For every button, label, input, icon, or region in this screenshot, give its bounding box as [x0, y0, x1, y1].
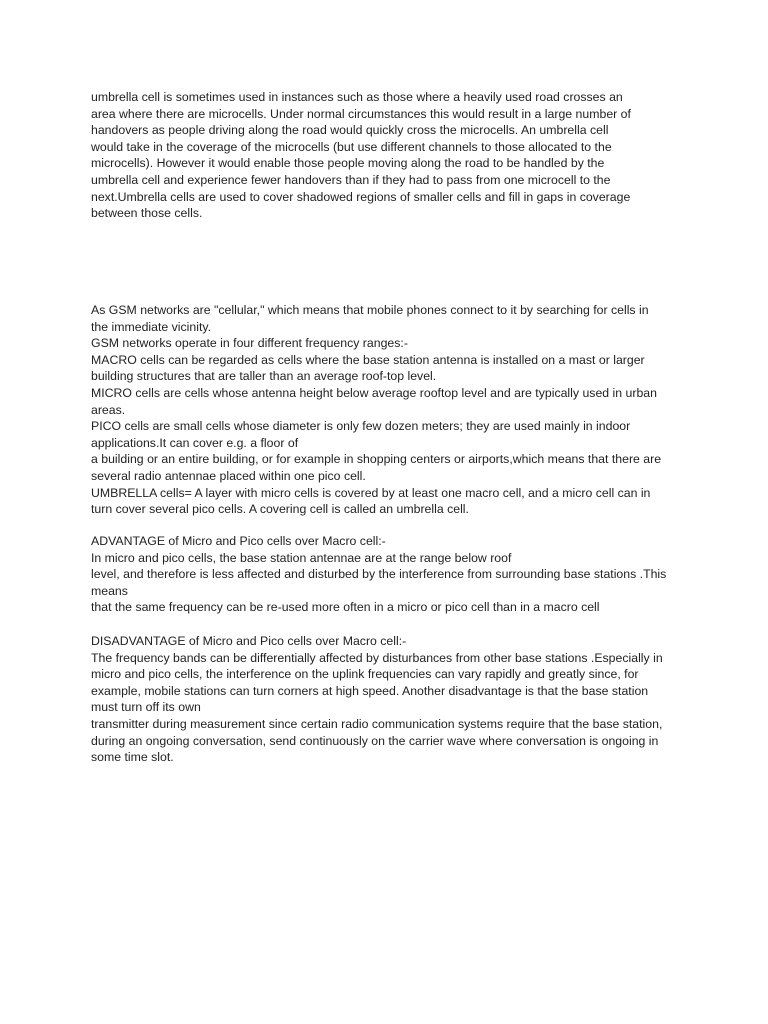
- advantage-section: [91, 533, 681, 616]
- text-line: some time slot.: [91, 750, 174, 765]
- section-heading: ADVANTAGE of Micro and Pico cells over Macro cell:-: [91, 534, 386, 548]
- text-line: would take in the coverage of the microcells (but use different channels to those allocated to the: [91, 139, 612, 154]
- text-line: example, mobile stations can turn corners at high speed. Another disadvantage is that the base station: [91, 683, 649, 698]
- text-line: umbrella cell and experience fewer handovers than if they had to pass from one microcell to the: [91, 172, 611, 187]
- text-line: transmitter during measurement since certain radio communication systems require that the base station,: [91, 716, 663, 731]
- text-line: areas.: [91, 402, 126, 417]
- gsm-cells-section: [91, 302, 681, 518]
- text-line: UMBRELLA cells= A layer with micro cells is covered by at least one macro cell, and a micro cell can in: [91, 485, 651, 500]
- text-line: PICO cells are small cells whose diameter is only few dozen meters; they are used mainly in indoor: [91, 419, 631, 434]
- disadvantage-section: [91, 633, 681, 766]
- text-line: level, and therefore is less affected and disturbed by the interference from surrounding base stations .This: [91, 567, 667, 582]
- text-line: MICRO cells are cells whose antenna height below average rooftop level and are typically used in urban: [91, 385, 657, 400]
- text-line: area where there are microcells. Under normal circumstances this would result in a large number of: [91, 106, 631, 121]
- text-line: next.Umbrella cells are used to cover shadowed regions of smaller cells and fill in gaps in coverage: [91, 189, 631, 204]
- text-line: microcells). However it would enable those people moving along the road to be handled by the: [91, 156, 605, 171]
- text-line: that the same frequency can be re-used more often in a micro or pico cell than in a macro cell: [91, 600, 600, 615]
- text-line: must turn off its own: [91, 700, 201, 715]
- text-line: GSM networks operate in four different frequency ranges:-: [91, 336, 408, 351]
- text-line: applications.It can cover e.g. a floor of: [91, 435, 299, 450]
- text-line: handovers as people driving along the road would quickly cross the microcells. An umbrella cell: [91, 123, 609, 138]
- text-line: means: [91, 583, 128, 598]
- text-line: a building or an entire building, or for example in shopping centers or airports,which means that there are: [91, 452, 662, 467]
- text-line: The frequency bands can be differentially affected by disturbances from other base stations .Especially in: [91, 650, 663, 665]
- text-line: turn cover several pico cells. A covering cell is called an umbrella cell.: [91, 502, 469, 517]
- text-line: micro and pico cells, the interference on the uplink frequencies can vary rapidly and greatly since, for: [91, 667, 639, 682]
- text-line: the immediate vicinity.: [91, 319, 212, 334]
- text-line: umbrella cell is sometimes used in instances such as those where a heavily used road crosses an: [91, 90, 623, 104]
- text-line: In micro and pico cells, the base station antennae are at the range below roof: [91, 550, 512, 565]
- text-line: several radio antennae placed within one pico cell.: [91, 468, 366, 483]
- text-line: building structures that are taller than an average roof-top level.: [91, 369, 437, 384]
- section-heading: DISADVANTAGE of Micro and Pico cells over Macro cell:-: [91, 634, 407, 648]
- text-line: As GSM networks are "cellular," which means that mobile phones connect to it by searching for cells in: [91, 303, 649, 317]
- umbrella-intro-paragraph: [91, 89, 681, 222]
- text-line: during an ongoing conversation, send continuously on the carrier wave where conversation is ongoing in: [91, 733, 659, 748]
- text-line: between those cells.: [91, 206, 203, 221]
- text-line: MACRO cells can be regarded as cells where the base station antenna is installed on a mast or larger: [91, 352, 645, 367]
